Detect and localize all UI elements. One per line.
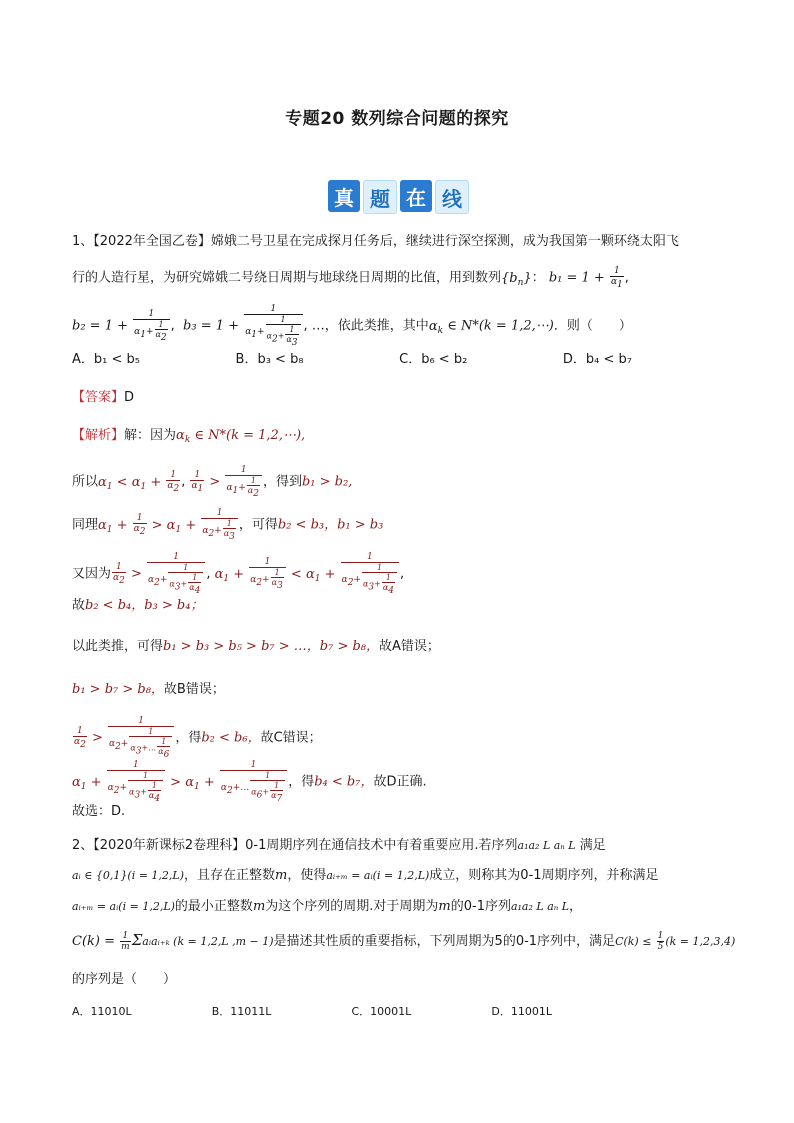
q2-option-b[interactable]: B．11011L <box>211 1005 272 1018</box>
q1-b3: b₃ = 1 + <box>183 318 240 334</box>
q1-number: 1、 <box>72 234 94 249</box>
analysis-label: 【解析】 <box>72 428 125 443</box>
banner-char-4: 线 <box>435 180 469 214</box>
q2-line-2: aᵢ ∈ {0,1}(i = 1,2,L)，且存在正整数m，使得aᵢ₊ₘ = aᵢ(i = 1,2,L)成立，则称其为0-1周期序列，并称满足 <box>72 868 659 883</box>
q1-line-3: b₂ = 1 + 1 α1+ $\frac{1}{\alpha 2}$ , b₃ = 1 + 1 α1+ 1 α2+ $\frac{1}{\alpha 3}$ , …，依此类推，其中$\alpha_k$ ∈ N*(k = 1,2,⋯)．则（ ） <box>72 304 632 348</box>
q2-source: 【2020年新课标2卷理科】 <box>93 838 246 853</box>
q1-line-2: 行的人造行星，为研究嫦娥二号绕日周期与地球绕日周期的比值，用到数列$\{b_n\}$： b₁ = 1 + $\frac{1}{\alpha 1}$ , <box>72 266 629 290</box>
q1-step-5: 以此类推，可得b₁ > b₃ > b₅ > b₇ > …，b₇ > b₈，故A错误； <box>72 639 440 654</box>
q2-line-1: 2、【2020年新课标2卷理科】0-1周期序列在通信技术中有着重要应用.若序列a₁a₂ L aₙ L 满足 <box>72 838 606 853</box>
q1-text-c: …，依此类推，其中 <box>311 318 429 334</box>
q1-options <box>72 350 632 370</box>
banner-char-3: 在 <box>400 180 432 212</box>
answer-label: 【答案】 <box>72 390 125 405</box>
q1-step-1: 所以$\alpha_1 < \alpha_1$ + $\frac{1}{\alpha 2}$ , $\frac{1}{\alpha 1}$ > 1 α1+ $\frac{1}{\alpha 2}$ ，得到b₁ > b₂, <box>72 465 353 499</box>
q2-number: 2、 <box>72 838 94 853</box>
q1-option-a[interactable]: A．b₁ < b₅ <box>72 352 140 367</box>
q1-analysis-intro: 【解析】解：因为$\alpha_k$ ∈ N*(k = 1,2,⋯), <box>72 428 306 445</box>
q1-step-4: 故b₂ < b₄，b₃ > b₄； <box>72 598 204 613</box>
q2-option-d[interactable]: D．11001L <box>491 1005 552 1018</box>
q1-text-b: 行的人造行星，为研究嫦娥二号绕日周期与地球绕日周期的比值，用到数列 <box>72 270 502 286</box>
q1-option-c[interactable]: C．b₆ < b₂ <box>399 352 468 367</box>
q1-choose: 故选：D. <box>72 804 126 819</box>
q2-line-3: aᵢ₊ₘ = aᵢ(i = 1,2,L)的最小正整数m为这个序列的周期.对于周期为m的0-1序列a₁a₂ L aₙ L， <box>72 899 583 914</box>
q1-answer <box>72 388 134 408</box>
page-title: 专题20 数列综合问题的探究 <box>285 109 509 129</box>
q2-option-a[interactable]: A．11010L <box>72 1005 132 1018</box>
q1-seq: $\{b_n\}$ <box>501 270 532 288</box>
q1-text-d: ．则（ ） <box>553 318 632 334</box>
q1-step-2: 同理$\alpha_1$ + $\frac{1}{\alpha 2}$ > $\alpha_1$ + 1 α2+ $\frac{1}{\alpha 3}$ ，可得b₂ < b₃，b₁ > b₃ <box>72 508 384 542</box>
q1-line-1 <box>72 232 679 252</box>
q1-cond: ∈ N*(k = 1,2,⋯) <box>447 318 554 334</box>
q2-line-4: C(k) = $\frac{1}{m}$ Σaᵢaᵢ₊ₖ (k = 1,2,L ,m − 1)是描述其性质的重要指标，下列周期为5的0-1序列中，满足C(k) ≤ $\frac{1}{5}$ (k = 1,2,3,4) <box>72 931 736 952</box>
section-banner <box>328 180 469 216</box>
q1-b2: b₂ = 1 + <box>72 318 128 334</box>
q1-b1: b₁ = 1 + <box>548 270 605 286</box>
q2-line-5: 的序列是（ ） <box>72 972 177 987</box>
banner-char-1: 真 <box>328 180 360 212</box>
q1-text-a: 嫦娥二号卫星在完成探月任务后，继续进行深空探测，成为我国第一颗环绕太阳飞 <box>210 234 679 249</box>
q1-step-3: 又因为 $\frac{1}{\alpha 2}$ > 1 α2+ 1 α3+ $\frac{1}{\alpha 4}$ , $\alpha_1$ + 1 α2+ $\frac{1}{\alpha 3}$ < $\alpha_1$ + 1 α2+ 1 α3+ $\frac{1}{\alpha 4}$ , <box>72 552 405 596</box>
q1-step-8: $\alpha_1$ + 1 α2+ 1 α3+ $\frac{1}{\alpha 4}$ > $\alpha_1$ + 1 α2+… 1 α6+ $\frac{1}{\alpha 7}$ ，得b₄ < b₇，故D正确. <box>72 760 427 804</box>
q1-option-d[interactable]: D．b₄ < b₇ <box>562 352 632 367</box>
q1-step-6: b₁ > b₇ > b₈，故B错误； <box>72 682 225 697</box>
answer-value: D <box>124 390 135 405</box>
q1-option-b[interactable]: B．b₃ < b₈ <box>235 352 304 367</box>
q1-step-7: $\frac{1}{\alpha 2}$ > 1 α2+ 1 α3+… $\frac{1}{\alpha 6}$ ，得b₂ < b₆，故C错误； <box>74 716 322 760</box>
banner-char-2: 题 <box>363 180 397 214</box>
q1-source: 【2022年全国乙卷】 <box>93 234 211 249</box>
q2-options <box>72 1002 552 1022</box>
q2-option-c[interactable]: C．10001L <box>351 1005 412 1018</box>
